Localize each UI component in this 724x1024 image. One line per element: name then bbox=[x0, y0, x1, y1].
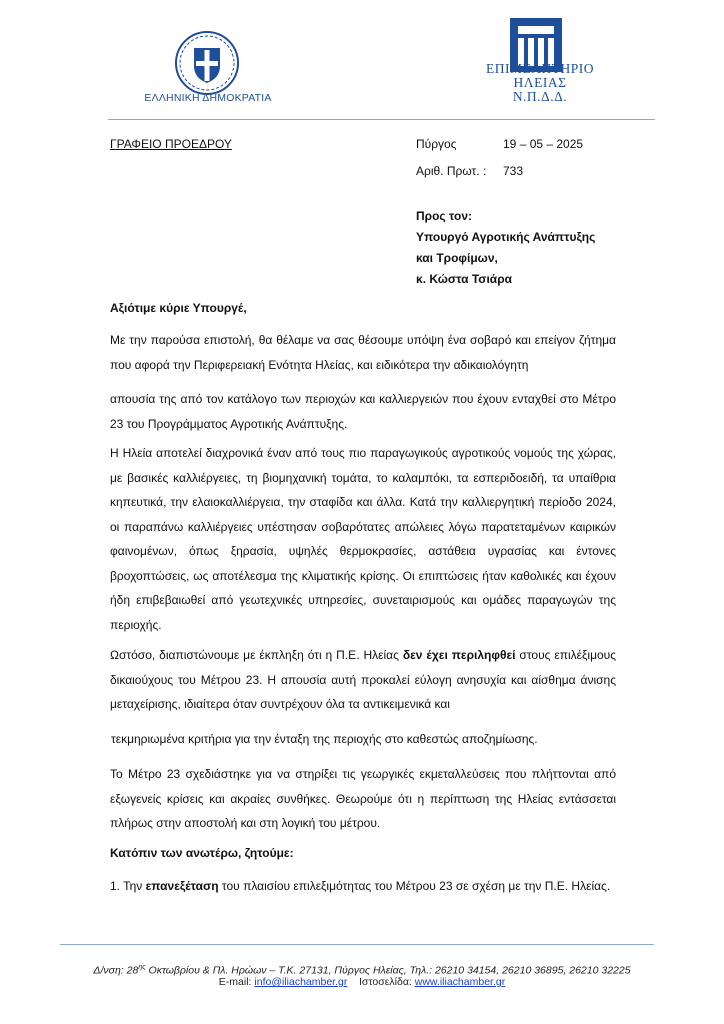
place-label: Πύργος bbox=[416, 137, 457, 151]
salutation: Αξιότιμε κύριε Υπουργέ, bbox=[110, 301, 247, 315]
request-item-1-text-b: του πλαισίου επιλεξιμότητας του Μέτρου 23 σε σχέση με την Π.Ε. Ηλείας. bbox=[218, 879, 611, 893]
footer-contact bbox=[60, 977, 664, 989]
paragraph-3b: τεκμηριωμένα κριτήρια για την ένταξη της περιοχής στο καθεστώς αποζημίωσης. bbox=[111, 732, 538, 746]
office-label: ΓΡΑΦΕΙΟ ΠΡΟΕΔΡΟΥ bbox=[110, 137, 232, 151]
recipient-line2: και Τροφίμων, bbox=[416, 251, 498, 265]
emblem-caption: ΕΛΛΗΝΙΚΗ ΔΗΜΟΚΡΑΤΙΑ bbox=[144, 92, 272, 104]
paragraph-3-emphasis: δεν έχει περιληφθεί bbox=[402, 648, 516, 662]
chamber-name-line2: ΗΛΕΙΑΣ bbox=[513, 75, 567, 90]
greek-emblem-logo bbox=[174, 30, 240, 96]
request-item-1-emphasis: επανεξέταση bbox=[145, 879, 219, 893]
letter-date: 19 – 05 – 2025 bbox=[503, 137, 584, 151]
email-label: E-mail: bbox=[218, 976, 255, 988]
paragraph-3-text-a: Ωστόσο, διαπιστώνουμε με έκπληξη ότι η Π.Ε. Ηλείας bbox=[110, 648, 403, 662]
website-label: Ιστοσελίδα: bbox=[359, 976, 415, 988]
paragraph-3-text-b: στους επιλέξιμους δικαιούχους του Μέτρου 23. Η απουσία αυτή προκαλεί εύλογη ανησυχία και αίσθημα άνισης μεταχείρισης, ιδιαίτερα όταν συντρέχουν όλα τα αντικειμενικά και bbox=[110, 648, 616, 711]
chamber-name-line3: Ν.Π.Δ.Δ. bbox=[512, 89, 568, 104]
protocol-label: Αριθ. Πρωτ. : bbox=[416, 164, 487, 178]
paragraph-4: Το Μέτρο 23 σχεδιάστηκε για να στηρίξει τις γεωργικές εκμεταλλεύσεις που πλήττονται από εξωγενείς κρίσεις και ακραίες συνθήκες. Θεωρούμε ότι η περίπτωση της Ηλείας εντάσσεται πλήρως στην αποστολή και στη λογική του μέτρου. bbox=[110, 767, 616, 830]
protocol-number: 733 bbox=[503, 164, 524, 178]
paragraph-3 bbox=[110, 643, 616, 717]
footer-address-b: Οκτωβρίου & Πλ. Ηρώων – Τ.Κ. 27131, Πύργος Ηλείας, Τηλ.: 26210 34154, 26210 36895, 26210 32225 bbox=[145, 964, 631, 977]
footer-address bbox=[60, 962, 664, 977]
request-item-1 bbox=[110, 879, 610, 893]
recipient-block bbox=[416, 206, 595, 290]
footer-divider bbox=[60, 944, 654, 945]
chamber-name bbox=[460, 62, 620, 104]
request-heading: Κατόπιν των ανωτέρω, ζητούμε: bbox=[110, 846, 294, 860]
footer bbox=[60, 962, 664, 989]
paragraph-1b: απουσία της από τον κατάλογο των περιοχών και καλλιεργειών που έχουν ενταχθεί στο Μέτρο 23 του Προγράμματος Αγροτικής Ανάπτυξης. bbox=[110, 392, 616, 431]
footer-address-sup: ης bbox=[138, 964, 146, 971]
paragraph-2: Η Ηλεία αποτελεί διαχρονικά έναν από τους πιο παραγωγικούς αγροτικούς νομούς της χώρας, με βασικές καλλιέργειες, τη βιομηχανική τομάτα, το καλαμπόκι, τα εσπεριδοειδή, τα υπαίθρια κηπευτικά, την ελαιοκαλλιέργεια, την σταφίδα και άλλα. Κατά την καλλιεργητική περίοδο 2024, οι παραπάνω καλλιέργειες υπέστησαν σοβαρότατες απώλειες λόγω παρατεταμένων καιρικών φαινομένων, όπως ξηρασία, υψηλές θερμοκρασίες, αστάθεια υγρασίας και έντονες βροχοπτώσεις, ως αποτέλεσμα της κλιματικής κρίσης. Οι επιπτώσεις ήταν καθολικές και έχουν ήδη επιβεβαιωθεί από γεωτεχνικές υπηρεσίες, συνεταιρισμούς και ομάδες παραγωγών της περιοχής. bbox=[110, 446, 616, 632]
recipient-line3: κ. Κώστα Τσιάρα bbox=[416, 272, 512, 286]
request-item-1-text-a: 1. Την bbox=[110, 879, 146, 893]
footer-address-a: Δ/νση: 28 bbox=[93, 964, 139, 977]
header-divider bbox=[108, 119, 655, 120]
email-link[interactable]: info@iliachamber.gr bbox=[254, 976, 348, 988]
chamber-name-line1: ΕΠΙΜΕΛΗΤΗΡΙΟ bbox=[485, 61, 595, 76]
recipient-intro: Προς τον: bbox=[416, 209, 473, 223]
website-link[interactable]: www.iliachamber.gr bbox=[414, 976, 506, 988]
paragraph-1a: Με την παρούσα επιστολή, θα θέλαμε να σας θέσουμε υπόψη ένα σοβαρό και επείγον ζήτημα που αφορά την Περιφερειακή Ενότητα Ηλείας, και ειδικότερα την αδικαιολόγητη bbox=[110, 333, 616, 372]
recipient-line1: Υπουργό Αγροτικής Ανάπτυξης bbox=[416, 230, 596, 244]
